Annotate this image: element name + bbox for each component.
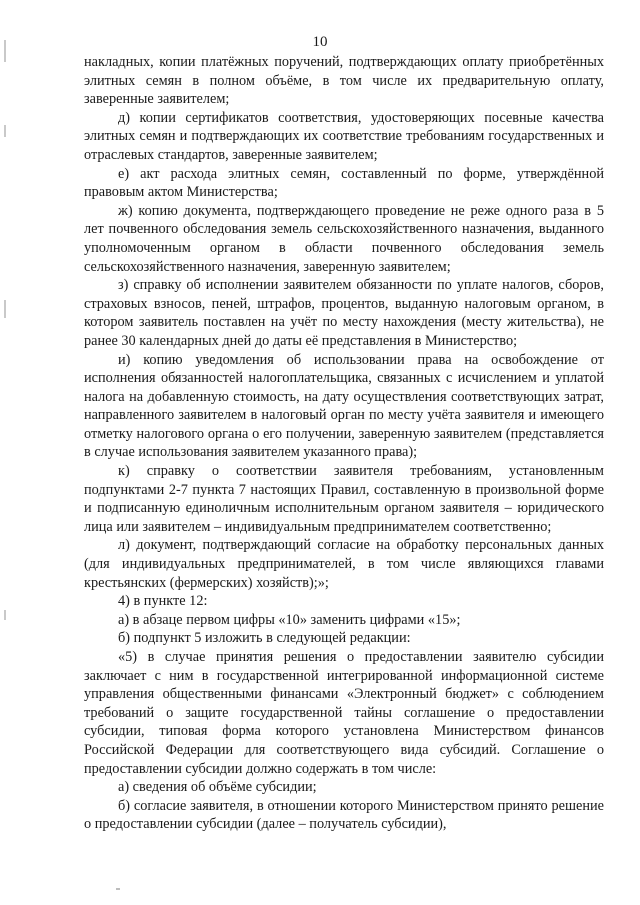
scan-edge-mark	[4, 125, 6, 137]
scan-dot	[116, 888, 120, 890]
paragraph: «5) в случае принятия решения о предоставлении заявителю субсидии заключает с ним в государственной интегрированной информационной системе управления общественными финансами «Электронный бюджет» с соблюдением требований о защите государственной тайны соглашение о предоставлении субсидии, типовая форма которого установлена Министерством финансов Российской Федерации для соответствующего вида субсидий. Соглашение о предоставлении субсидии должно содержать в том числе:	[84, 649, 604, 777]
paragraph: и) копию уведомления об использовании права на освобождение от исполнения обязанностей налогоплательщика, связанных с исчислением и уплатой налога на добавленную стоимость, на дату осуществления соответствующих затрат, направленного заявителем в налоговый орган по месту учёта заявителя и имеющего отметку налогового органа о его получении, заверенную заявителем (представляется в случае использования заявителем указанного права);	[84, 351, 604, 461]
paragraph: б) согласие заявителя, в отношении которого Министерством принято решение о предоставлении субсидии (далее – получатель субсидии),	[84, 797, 604, 833]
paragraph: л) документ, подтверждающий согласие на обработку персональных данных (для индивидуальных предпринимателей, в том числе являющихся главами крестьянских (фермерских) хозяйств);»;	[84, 537, 604, 591]
paragraph: б) подпункт 5 изложить в следующей редакции:	[118, 630, 411, 647]
paragraph: е) акт расхода элитных семян, составленный по форме, утверждённой правовым актом Министерства;	[84, 165, 604, 201]
paragraph: а) в абзаце первом цифры «10» заменить цифрами «15»;	[118, 611, 461, 628]
scan-edge-mark	[4, 300, 6, 318]
paragraph: а) сведения об объёме субсидии;	[118, 779, 317, 796]
document-body	[84, 53, 604, 834]
paragraph: з) справку об исполнении заявителем обязанности по уплате налогов, сборов, страховых взносов, пеней, штрафов, процентов, выданную налоговым органом, в котором заявитель поставлен на учёт по месту нахождения (месту жительства), не ранее 30 календарных дней до даты её представления в Министерство;	[84, 277, 604, 349]
paragraph: накладных, копии платёжных поручений, подтверждающих оплату приобретённых элитных семян в полном объёме, в том числе их предварительную оплату, заверенные заявителем;	[84, 54, 604, 108]
paragraph: ж) копию документа, подтверждающего проведение не реже одного раза в 5 лет почвенного обследования земель сельскохозяйственного назначения, выданного уполномоченным органом в области почвенного обследования земель сельскохозяйственного назначения, заверенную заявителем;	[84, 202, 604, 275]
paragraph: 4) в пункте 12:	[118, 593, 208, 610]
paragraph: д) копии сертификатов соответствия, удостоверяющих посевные качества элитных семян и подтверждающих их соответствие требованиям государственных и отраслевых стандартов, заверенные заявителем;	[84, 109, 604, 163]
paragraph: к) справку о соответствии заявителя требованиям, установленным подпунктами 2-7 пункта 7 настоящих Правил, составленную в произвольной форме и подписанную единоличным исполнительным органом заявителя – юридического лица или заявителем – индивидуальным предпринимателем соответственно;	[84, 463, 604, 535]
page-number: 10	[312, 34, 328, 50]
scan-edge-mark	[4, 610, 6, 620]
